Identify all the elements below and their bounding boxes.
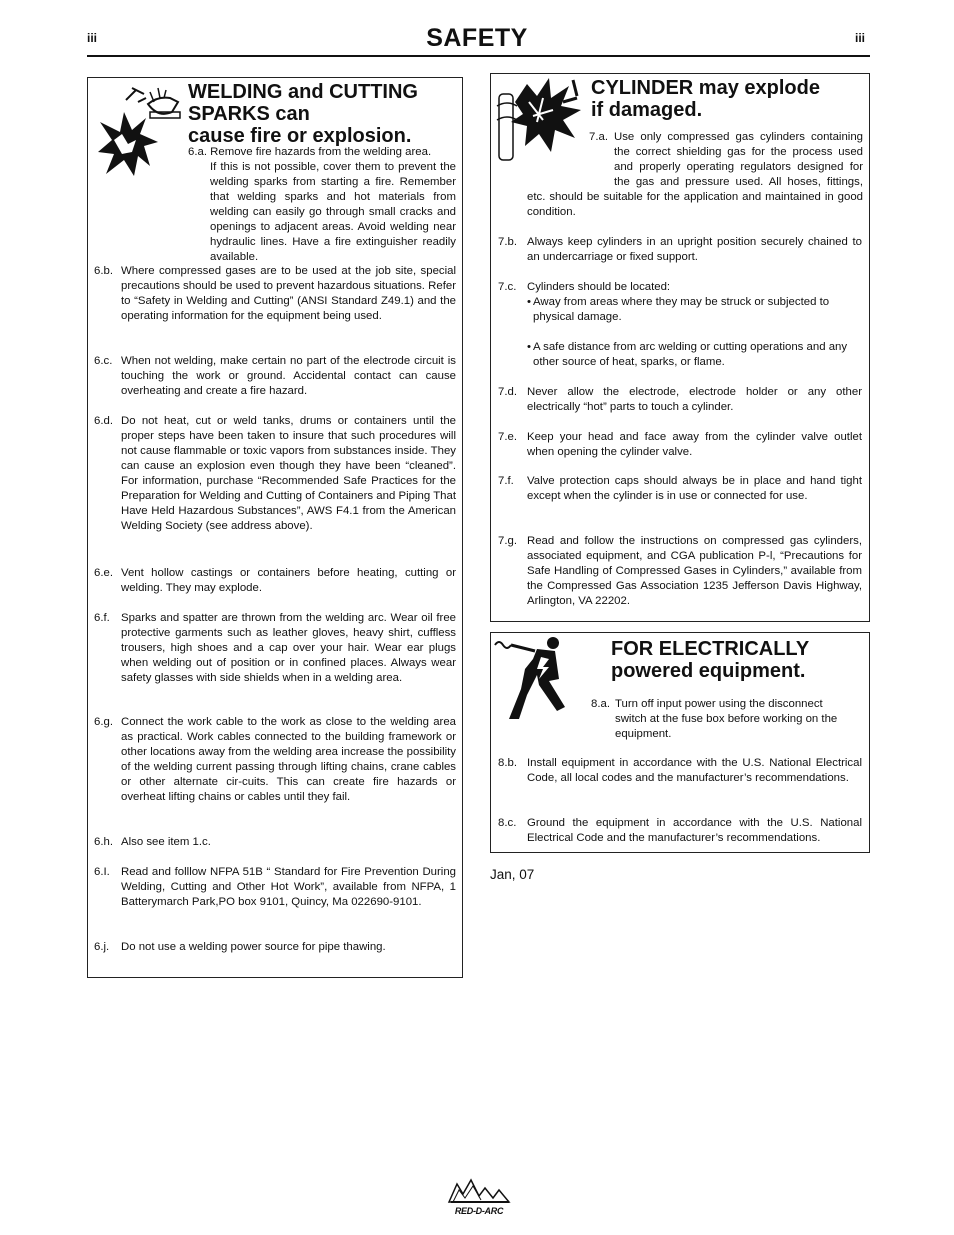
electric-shock-icon xyxy=(493,635,573,721)
cylinder-heading-line-2: if damaged. xyxy=(591,99,703,121)
item-number: 6.b. xyxy=(94,265,113,277)
item-number: 7.d. xyxy=(498,386,517,398)
item-text: Do not use a welding power source for pipe thawing. xyxy=(121,941,386,953)
item-text: Cylinders should be located: xyxy=(527,281,671,293)
welding-heading-line-1: WELDING and CUTTING xyxy=(188,81,418,103)
page-title: SAFETY xyxy=(426,24,528,52)
electrical-heading-line-2: powered equipment. xyxy=(611,660,806,682)
item-text: Ground the equipment in accordance with the U.S. National Electrical Code and the manufacturer’s recommendations. xyxy=(527,817,862,844)
item-text: Keep your head and face away from the cylinder valve outlet when opening the cylinder valve. xyxy=(527,431,862,458)
logo-mountains-icon xyxy=(447,1176,511,1204)
page-number-left: iii xyxy=(87,31,98,45)
bullet-text: Away from areas where they may be struck or subjected to physical damage. xyxy=(533,296,830,323)
welding-sparks-section xyxy=(87,77,463,978)
item-7a-text: Use only compressed gas cylinders containing the correct shielding gas for the process used and properly operating regulators designed for the gas and pressure used. All hoses, fittings, etc. should be suitable for the application and maintained in good condition. xyxy=(527,131,863,218)
page-number-right: iii xyxy=(855,31,866,45)
item-text: Connect the work cable to the work as close to the welding area as practical. Work cables connected to the building framework or other locations away from the welding area increase the possibility of the welding current passing through lifting chains, crane cables or other alternate cir-cuits. This can create fire hazards or overheat lifting chains or cables until they fail. xyxy=(121,716,456,803)
item-text: Vent hollow castings or containers before heating, cutting or welding. They may explode. xyxy=(121,567,456,594)
item-number: 7.f. xyxy=(498,475,514,487)
item-6a-text xyxy=(120,160,456,265)
item-7a xyxy=(527,130,863,220)
electrical-section xyxy=(490,632,870,853)
cylinder-heading-line-1: CYLINDER may explode xyxy=(591,77,820,99)
item-number: 6.g. xyxy=(94,716,113,728)
item-text: When not welding, make certain no part of the electrode circuit is touching the work or ground. Accidental contact can cause overheating and create a fire hazard. xyxy=(121,355,456,397)
item-number: 7.b. xyxy=(498,236,517,248)
logo-text: RED-D-ARC xyxy=(454,1206,504,1216)
bullet-dot: • xyxy=(527,296,531,308)
item-number: 8.b. xyxy=(498,757,517,769)
bullet-dot: • xyxy=(527,341,531,353)
red-d-arc-logo xyxy=(447,1176,511,1216)
header-rule xyxy=(87,55,870,57)
item-number: 6.j. xyxy=(94,941,110,953)
item-number: 7.e. xyxy=(498,431,517,443)
item-text: Turn off input power using the disconnect switch at the fuse box before working on the equipment. xyxy=(615,698,838,740)
item-text: Where compressed gases are to be used at the job site, special precautions should be used to prevent hazardous situations. Refer to “Safety in Welding and Cutting” (ANSI Standard Z49.1) and the operating information for the equipment being used. xyxy=(121,265,456,322)
welding-heading-line-2: SPARKS can xyxy=(188,103,310,125)
item-6a-body: If this is not possible, cover them to prevent the welding sparks from starting a fire. Remember that welding sparks and hot materials from welding can easily go through small cracks and openings to adjacent areas. Avoid welding near hydraulic lines. Have a fire extinguisher readily available. xyxy=(210,161,456,263)
item-7a-wrap xyxy=(527,130,863,220)
item-text: Read and folllow NFPA 51B “ Standard for Fire Prevention During Welding, Cutting and Other Hot Work”, available from NFPA, 1 Batterymarch Park,PO box 9101, Quincy, Ma 022690-9101. xyxy=(121,866,456,908)
item-7c-bullet-2 xyxy=(527,340,863,370)
item-6a-lead-text: Remove fire hazards from the welding area. xyxy=(210,146,432,158)
item-6a-number: 6.a. xyxy=(188,146,207,158)
item-text: Never allow the electrode, electrode holder or any other electrically “hot” parts to touch a cylinder. xyxy=(527,386,862,413)
item-number: 6.e. xyxy=(94,567,113,579)
item-number: 6.d. xyxy=(94,415,113,427)
bullet-text: A safe distance from arc welding or cutting operations and any other source of heat, sparks, or flame. xyxy=(533,341,848,368)
item-text: Sparks and spatter are thrown from the welding arc. Wear oil free protective garments such as leather gloves, heavy shirt, cuffless trousers, high shoes and a cap over your hair. Wear ear plugs when welding out of position or in confined places. Always wear safety glasses with side shields when in a welding area. xyxy=(121,612,456,684)
item-number: 6.I. xyxy=(94,866,110,878)
item-number: 7.g. xyxy=(498,535,517,547)
item-number: 6.c. xyxy=(94,355,113,367)
item-6a-lead xyxy=(188,145,431,160)
item-7a-number: 7.a. xyxy=(589,131,608,143)
welding-heading-line-3: cause fire or explosion. xyxy=(188,125,412,147)
electrical-heading-line-1: FOR ELECTRICALLY xyxy=(611,638,810,660)
revision-date: Jan, 07 xyxy=(490,867,535,882)
item-text: Read and follow the instructions on compressed gas cylinders, associated equipment, and CGA publication P-l, “Precautions for Safe Handling of Compressed Gases in Cylinders,” available from the Compressed Gas Association 1235 Jefferson Davis Highway, Arlington, VA 22202. xyxy=(527,535,862,607)
item-text: Valve protection caps should always be in place and hand tight except when the cylinder is in use or connected for use. xyxy=(527,475,862,502)
item-number: 6.h. xyxy=(94,836,113,848)
item-text: Do not heat, cut or weld tanks, drums or containers until the proper steps have been taken to insure that such procedures will not cause flammable or toxic vapors from substances inside. They can cause an explosion even though they have been “cleaned”. For information, purchase “Recommended Safe Practices for the Preparation for Welding and Cutting of Containers and Piping That Have Held Hazardous Substances”, AWS F4.1 from the American Welding Society (see address above). xyxy=(121,415,456,532)
cylinder-section xyxy=(490,73,870,622)
item-number: 8.a. xyxy=(591,698,610,710)
item-number: 6.f. xyxy=(94,612,110,624)
item-text: Always keep cylinders in an upright position securely chained to an undercarriage or fixed support. xyxy=(527,236,862,263)
item-number: 7.c. xyxy=(498,281,517,293)
item-7c-bullet-1 xyxy=(527,295,863,325)
item-number: 8.c. xyxy=(498,817,517,829)
item-text: Also see item 1.c. xyxy=(121,836,211,848)
item-text: Install equipment in accordance with the U.S. National Electrical Code, all local codes and the manufacturer’s recommendations. xyxy=(527,757,862,784)
